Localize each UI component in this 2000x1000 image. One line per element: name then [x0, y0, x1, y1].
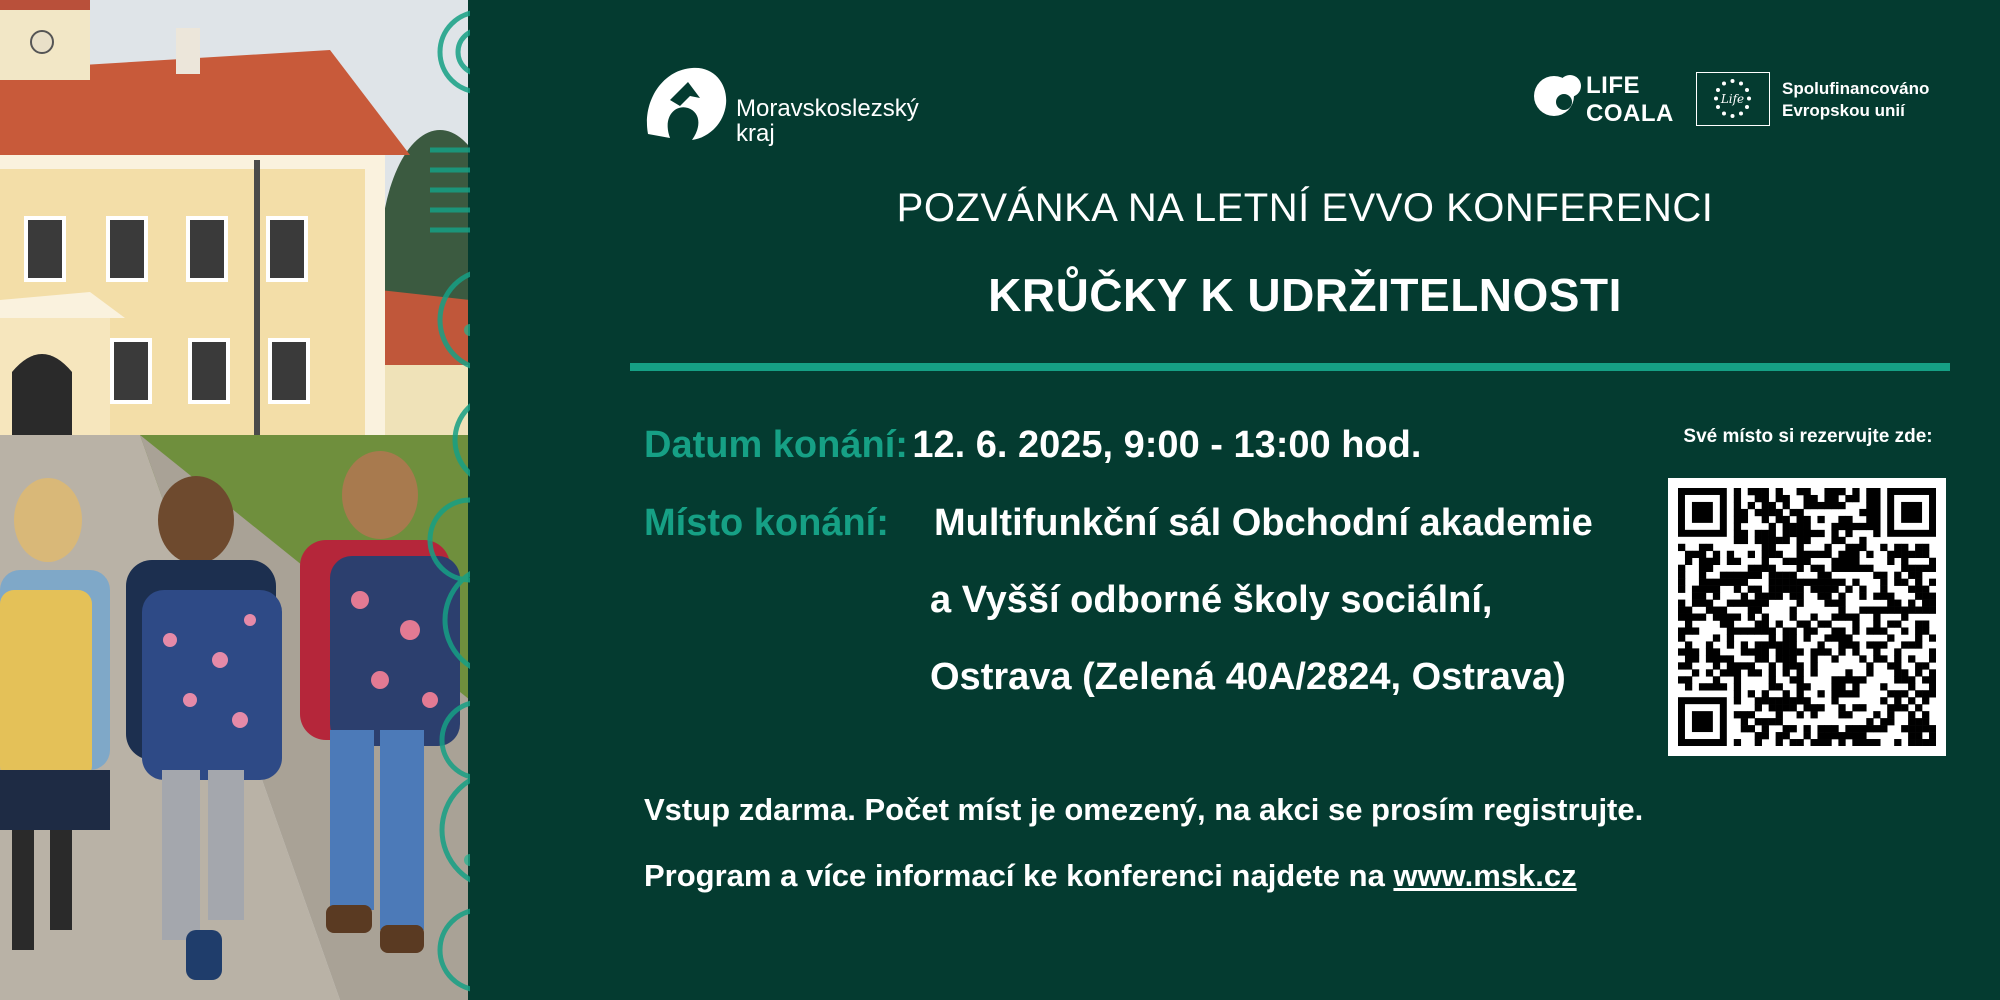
msk-name-line1: Moravskoslezský [736, 95, 919, 122]
place-label: Místo konání: [644, 502, 889, 544]
free-entry-note: Vstup zdarma. Počet míst je omezený, na akci se prosím registrujte. [644, 792, 1644, 827]
registration-qr-code[interactable] [1668, 478, 1946, 756]
life-text: LIFE [1586, 72, 1640, 99]
date-value: 12. 6. 2025, 9:00 - 13:00 hod. [912, 424, 1422, 466]
invitation-subtitle: POZVÁNKA NA LETNÍ EVVO KONFERENCI [896, 186, 1714, 230]
msk-name-line2: kraj [736, 120, 775, 147]
koala-icon [1534, 72, 1582, 122]
qr-label: Své místo si rezervujte zde: [1683, 426, 1933, 447]
conference-title: KRŮČKY K UDRŽITELNOSTI [988, 269, 1622, 321]
moravskoslezsky-kraj-logo [640, 60, 920, 150]
program-info [644, 858, 1577, 894]
eu-cofunding-logo [1696, 72, 1946, 130]
date-row [644, 424, 1421, 467]
date-label: Datum konání: [644, 424, 908, 466]
eu-text-line1: Spolufinancováno [1782, 79, 1930, 98]
eu-flag-icon [1696, 72, 1770, 126]
place-line-3: Ostrava (Zelená 40A/2824, Ostrava) [930, 656, 1566, 698]
msk-emblem-icon [640, 62, 728, 146]
program-info-text: Program a více informací ke konferenci najdete na [644, 858, 1394, 893]
eu-text-line2: Evropskou unií [1782, 101, 1905, 120]
qr-code-icon [1678, 488, 1936, 746]
place-line-2: a Vyšší odborné školy sociální, [930, 579, 1493, 621]
eu-flag-text: Life [1720, 92, 1745, 106]
school-children-photo [0, 0, 470, 1000]
photo-illustration [0, 0, 470, 1000]
coala-text: COALA [1586, 100, 1674, 127]
msk-website-link[interactable]: www.msk.cz [1393, 858, 1577, 893]
place-line-1: Multifunkční sál Obchodní akademie [934, 502, 1593, 544]
place-row [644, 502, 889, 545]
life-coala-logo [1534, 70, 1674, 130]
title-divider [630, 363, 1950, 371]
